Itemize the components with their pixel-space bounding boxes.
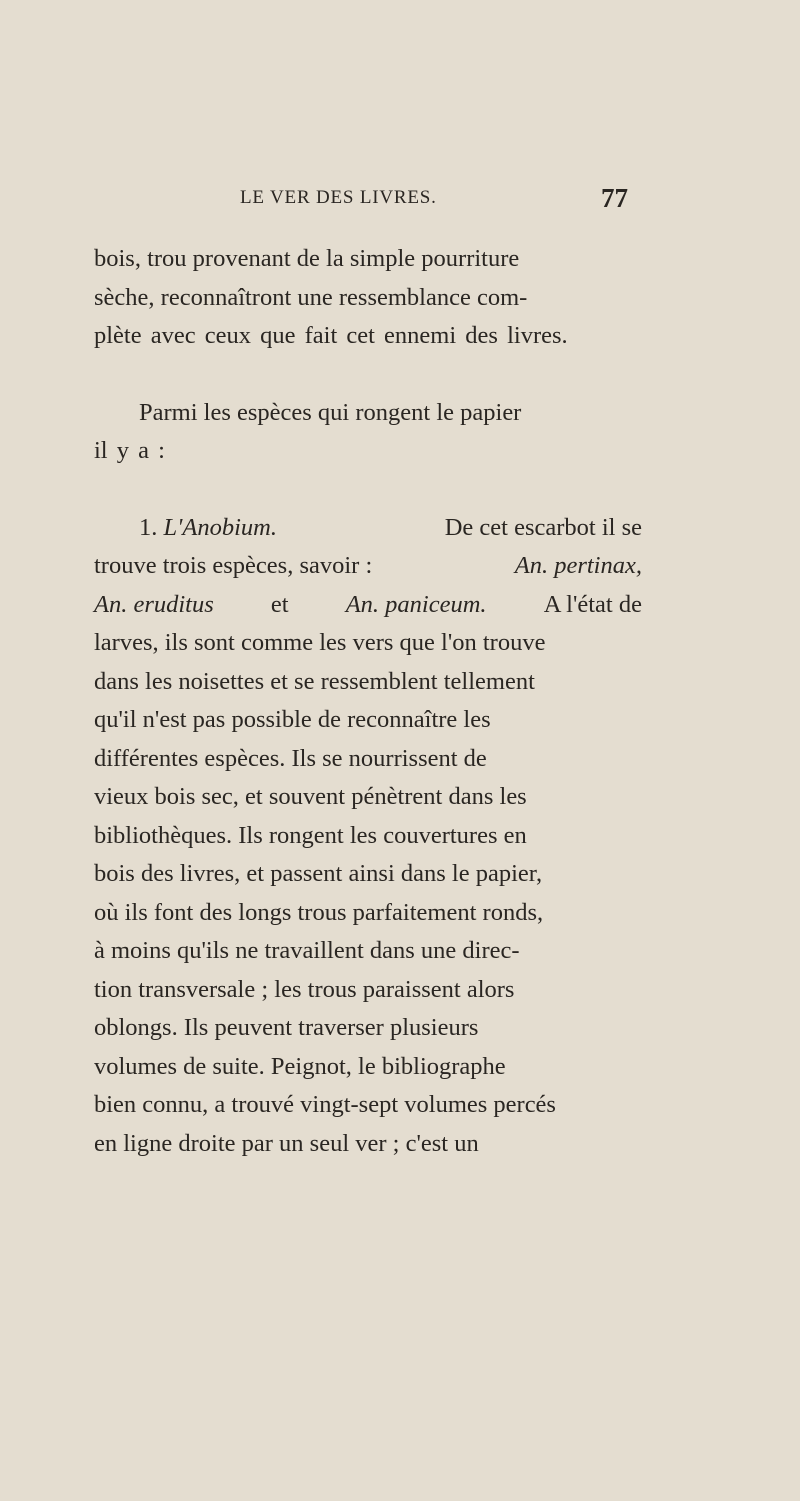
text-segment: trouve trois espèces, savoir : bbox=[94, 552, 373, 579]
item-title: L'Anobium. bbox=[163, 513, 277, 541]
text-line: il y a : bbox=[94, 437, 165, 464]
paragraph-gap bbox=[94, 471, 642, 509]
page-header bbox=[240, 183, 628, 223]
text-line: larves, ils sont comme les vers que l'on trouve bbox=[94, 629, 546, 656]
text-line: en ligne droite par un seul ver ; c'est un bbox=[94, 1129, 479, 1157]
item-heading bbox=[139, 509, 277, 548]
species-name: An. paniceum. bbox=[345, 590, 487, 618]
text-segment: De cet escarbot il se bbox=[444, 513, 642, 541]
text-line bbox=[94, 509, 642, 548]
text-segment: A l'état de bbox=[543, 590, 642, 618]
text-line: à moins qu'ils ne travaillent dans une direc- bbox=[94, 937, 520, 964]
text-line: dans les noisettes et se ressemblent tellement bbox=[94, 667, 535, 695]
text-line: Parmi les espèces qui rongent le papier bbox=[139, 398, 522, 426]
species-name: An. pertinax, bbox=[514, 552, 642, 579]
paragraph-1 bbox=[94, 240, 642, 356]
text-line: qu'il n'est pas possible de reconnaître les bbox=[94, 706, 491, 733]
paragraph-2 bbox=[94, 394, 642, 471]
text-line: bois des livres, et passent ainsi dans le papier, bbox=[94, 860, 543, 887]
text-line: vieux bois sec, et souvent pénètrent dans les bbox=[94, 783, 527, 810]
paragraph-3 bbox=[94, 509, 642, 1164]
body-text bbox=[94, 240, 642, 1163]
text-line: bois, trou provenant de la simple pourriture bbox=[94, 245, 520, 272]
text-line: volumes de suite. Peignot, le bibliographe bbox=[94, 1052, 506, 1080]
text-line bbox=[94, 547, 642, 586]
item-number: 1. bbox=[139, 513, 158, 541]
page-number: 77 bbox=[601, 183, 628, 213]
text-line bbox=[94, 586, 642, 625]
text-line: où ils font des longs trous parfaitement ronds, bbox=[94, 898, 544, 926]
text-line: plète avec ceux que fait cet ennemi des livres. bbox=[94, 322, 568, 349]
running-head: LE VER DES LIVRES. bbox=[240, 187, 437, 208]
text-line: tion transversale ; les trous paraissent alors bbox=[94, 975, 515, 1003]
text-line: bibliothèques. Ils rongent les couvertures en bbox=[94, 821, 527, 849]
text-line: bien connu, a trouvé vingt-sept volumes percés bbox=[94, 1091, 556, 1118]
text-line: différentes espèces. Ils se nourrissent de bbox=[94, 744, 487, 772]
text-line: oblongs. Ils peuvent traverser plusieurs bbox=[94, 1014, 479, 1041]
species-name: An. eruditus bbox=[94, 590, 214, 618]
text-line: sèche, reconnaîtront une ressemblance com- bbox=[94, 283, 528, 311]
text-segment: et bbox=[270, 590, 289, 618]
paragraph-gap bbox=[94, 356, 642, 394]
